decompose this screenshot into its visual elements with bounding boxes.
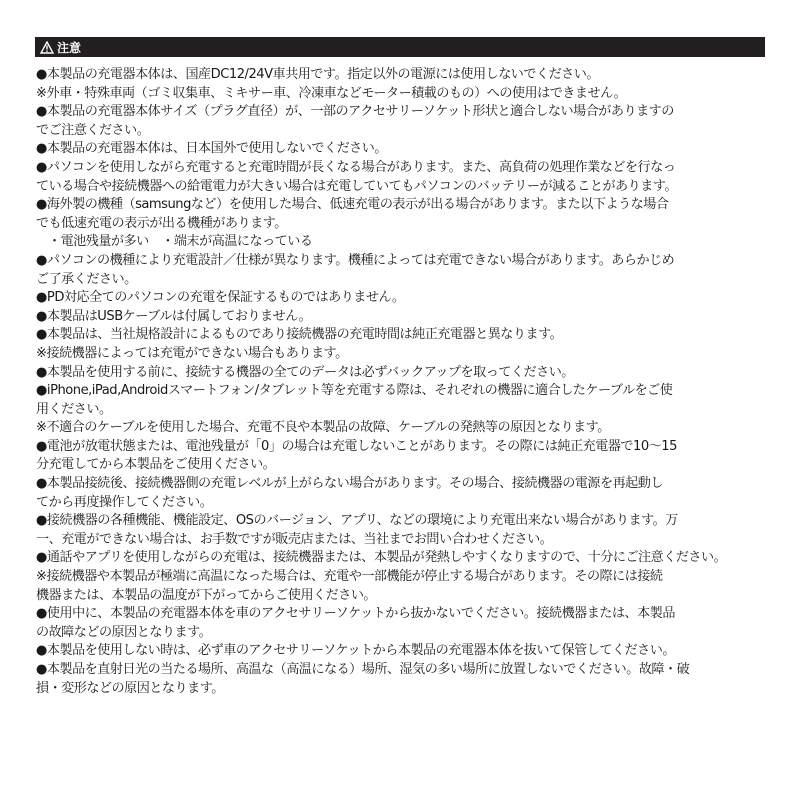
- notice-line: ●海外製の機種（samsungなど）を使用した場合、低速充電の表示が出る場合があります。また以下ような場合: [36, 197, 669, 213]
- notice-line: ・電池残量が多い ・端末が高温になっている: [48, 234, 313, 250]
- notice-line: ●PD対応全てのパソコンの充電を保証するものではありません。: [36, 290, 405, 306]
- notice-line: ●使用中に、本製品の充電器本体を車のアクセサリーソケットから抜かないでください。接続機器または、本製品: [36, 606, 675, 622]
- notice-line: ●接続機器の各種機能、機能設定、OSのバージョン、アプリ、などの環境により充電出来ない場合があります。万: [36, 513, 678, 529]
- notice-line: でご注意ください。: [36, 122, 150, 138]
- notice-header: [35, 37, 765, 57]
- notice-line: ●本製品の充電器本体サイズ（プラグ直径）が、一部のアクセサリーソケット形状と適合しない場合がありますの: [36, 104, 674, 120]
- notice-line: てから再度操作してください。: [36, 494, 213, 510]
- notice-line: ●本製品を使用しない時は、必ず車のアクセサリーソケットから本製品の充電器本体を抜いて保管してください。: [36, 643, 675, 659]
- notice-line: ●パソコンを使用しながら充電すると充電時間が長くなる場合があります。また、高負荷の処理作業などを行なっ: [36, 159, 676, 175]
- notice-list: [36, 66, 764, 698]
- notice-line: ●本製品を直射日光の当たる場所、高温な（高温になる）場所、湿気の多い場所に放置しないでください。故障・破: [36, 662, 690, 677]
- notice-line: ●電池が放電状態または、電池残量が「0」の場合は充電しないことがあります。その際には純正充電器で10〜15: [36, 438, 677, 454]
- notice-line: ※接続機器によっては充電ができない場合もあります。: [36, 345, 348, 361]
- notice-line: ●本製品接続後、接続機器側の充電レベルが上がらない場合があります。その場合、接続機器の電源を再起動し: [36, 476, 663, 492]
- notice-line: ●本製品は、当社規格設計によるものであり接続機器の充電時間は純正充電器と異なります。: [36, 327, 563, 343]
- notice-title: 注意: [57, 40, 82, 55]
- notice-line: 機器または、本製品の温度が下がってからご使用ください。: [36, 587, 377, 603]
- notice-line: 損・変形などの原因となります。: [36, 680, 224, 696]
- notice-line: ●本製品の充電器本体は、日本国外で使用しないでください。: [36, 141, 387, 157]
- notice-line: 一、充電ができない場合は、お手数ですが販売店または、当社までお問い合わせください。: [36, 531, 553, 547]
- notice-line: ●本製品を使用する前に、接続する機器の全てのデータは必ずバックアップを取ってください。: [36, 364, 574, 380]
- notice-line: ●通話やアプリを使用しながらの充電は、接続機器または、本製品が発熱しやすくなりますので、十分にご注意ください。: [36, 550, 727, 566]
- notice-line: ※接続機器や本製品が極端に高温になった場合は、充電や一部機能が停止する場合があります。その際には接続: [36, 569, 663, 585]
- notice-line: 分充電してから本製品をご使用ください。: [36, 457, 276, 473]
- notice-line: ●本製品はUSBケーブルは付属しておりません。: [36, 308, 312, 324]
- notice-line: ●本製品の充電器本体は、国産DC12/24V車共用です。指定以外の電源には使用しないでください。: [36, 67, 599, 82]
- notice-line: ※不適合のケーブルを使用した場合、充電不良や本製品の故障、ケーブルの発熱等の原因となります。: [36, 420, 610, 436]
- notice-line: ている場合や接続機器への給電電力が大きい場合は充電していてもパソコンのバッテリーが減ることがあります。: [36, 178, 677, 194]
- notice-line: でも低速充電の表示が出る機種があります。: [36, 215, 287, 231]
- notice-line: ●パソコンの機種により充電設計／仕様が異なります。機種によっては充電できない場合があります。あらかじめ: [36, 252, 675, 268]
- notice-line: ※外車・特殊車両（ゴミ収集車、ミキサー車、冷凍車などモーター積載のもの）への使用はできません。: [36, 85, 627, 101]
- notice-line: の故障などの原因となります。: [36, 624, 212, 640]
- notice-line: 用ください。: [36, 401, 112, 417]
- notice-line: ●iPhone,iPad,Androidスマートフォン/タブレット等を充電する際は、それぞれの機器に適合したケーブルをご使: [36, 383, 673, 399]
- warning-icon: [40, 41, 54, 54]
- notice-line: ご了承ください。: [36, 271, 137, 287]
